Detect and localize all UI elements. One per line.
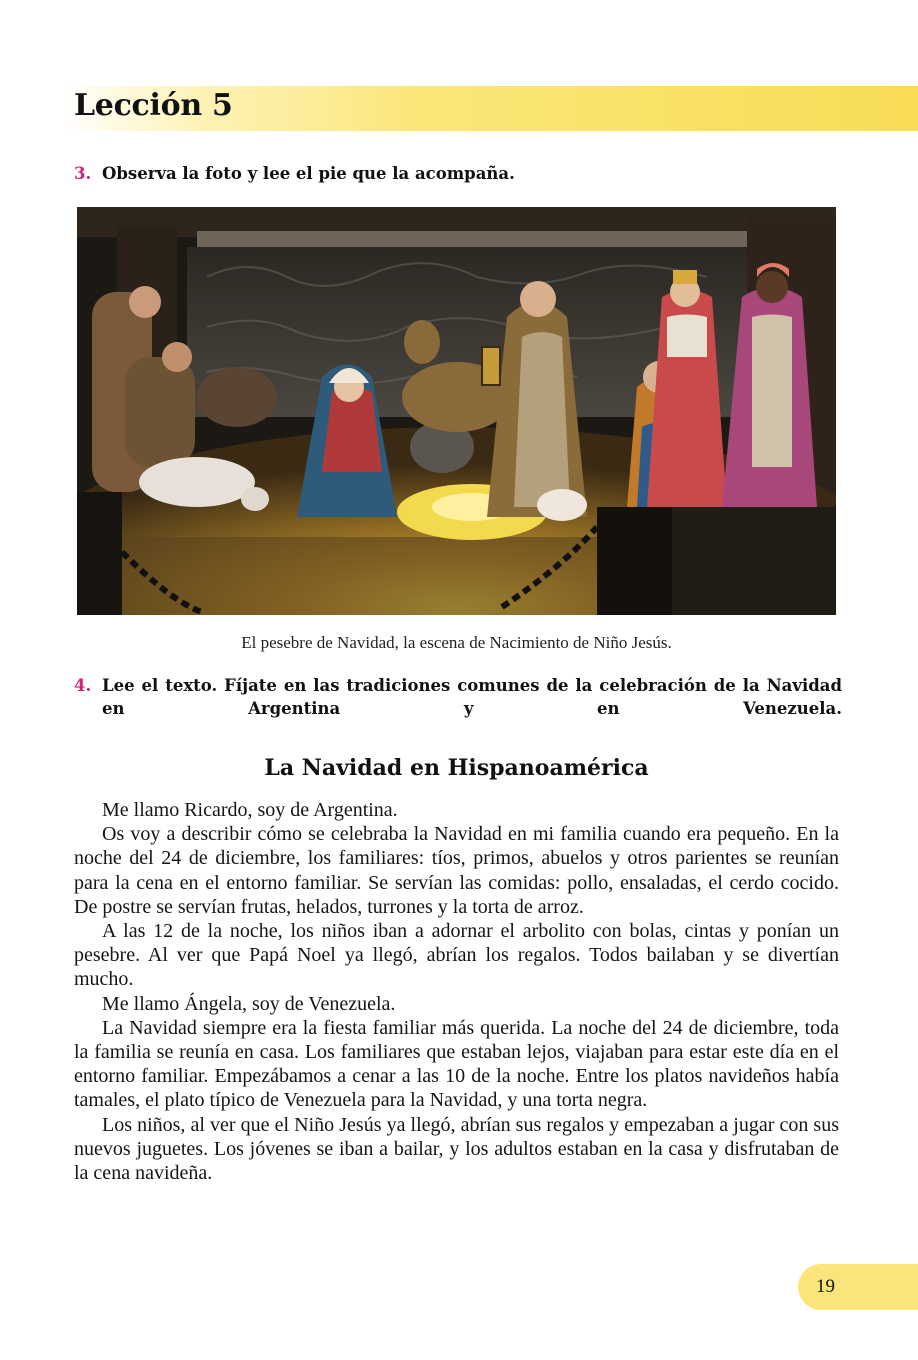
page-number: 19: [816, 1276, 835, 1297]
reading-paragraph: Os voy a describir cómo se celebraba la Navidad en mi familia cuando era pequeño. En la noche del 24 de diciembre, los familiares: tíos, primos, abuelos y otros parientes se reunían para la cena en el entorno familiar. Se servían las comidas: pollo, ensaladas, el cerdo cocido. De postre se servían frutas, helados, turrones y la torta de arroz.: [74, 823, 839, 918]
task-number: 4.: [74, 676, 92, 695]
task-number: 3.: [74, 164, 92, 183]
reading-paragraph: Me llamo Ricardo, soy de Argentina.: [102, 799, 398, 821]
reading-body: [74, 798, 839, 1185]
task-instruction: Observa la foto y lee el pie que la acompaña.: [102, 164, 515, 183]
lesson-title: Lección 5: [74, 88, 233, 123]
task-3: [74, 162, 842, 185]
reading-paragraph: A las 12 de la noche, los niños iban a adornar el arbolito con bolas, cintas y ponían un pesebre. Al ver que Papá Noel ya llegó, abrían los regalos. Todos bailaban y se divertían mucho.: [74, 920, 839, 991]
reading-paragraph: Los niños, al ver que el Niño Jesús ya llegó, abrían sus regalos y empezaban a jugar con sus nuevos juguetes. Los jóvenes se iban a bailar, y los adultos estaban en la casa y disfrutaban de la cena navideña.: [74, 1113, 839, 1185]
photo-caption: El pesebre de Navidad, la escena de Nacimiento de Niño Jesús.: [241, 633, 672, 652]
reading-paragraph: La Navidad siempre era la fiesta familiar más querida. La noche del 24 de diciembre, toda la familia se reunía en casa. Los familiares que estaban lejos, viajaban para estar este día en el entorno familiar. Empezábamos a cenar a las 10 de la noche. Entre los platos navideños había tamales, el plato típico de Venezuela para la Navidad, y una torta negra.: [74, 1016, 839, 1112]
reading-paragraph: Me llamo Ángela, soy de Venezuela.: [102, 992, 396, 1015]
task-4: [74, 674, 842, 718]
reading-title: La Navidad en Hispanoamérica: [264, 755, 649, 781]
nativity-photo: [77, 207, 836, 615]
task-instruction: Lee el texto. Fíjate en las tradiciones comunes de la celebración de la Navidad en Argentina y en Venezuela.: [102, 676, 842, 718]
